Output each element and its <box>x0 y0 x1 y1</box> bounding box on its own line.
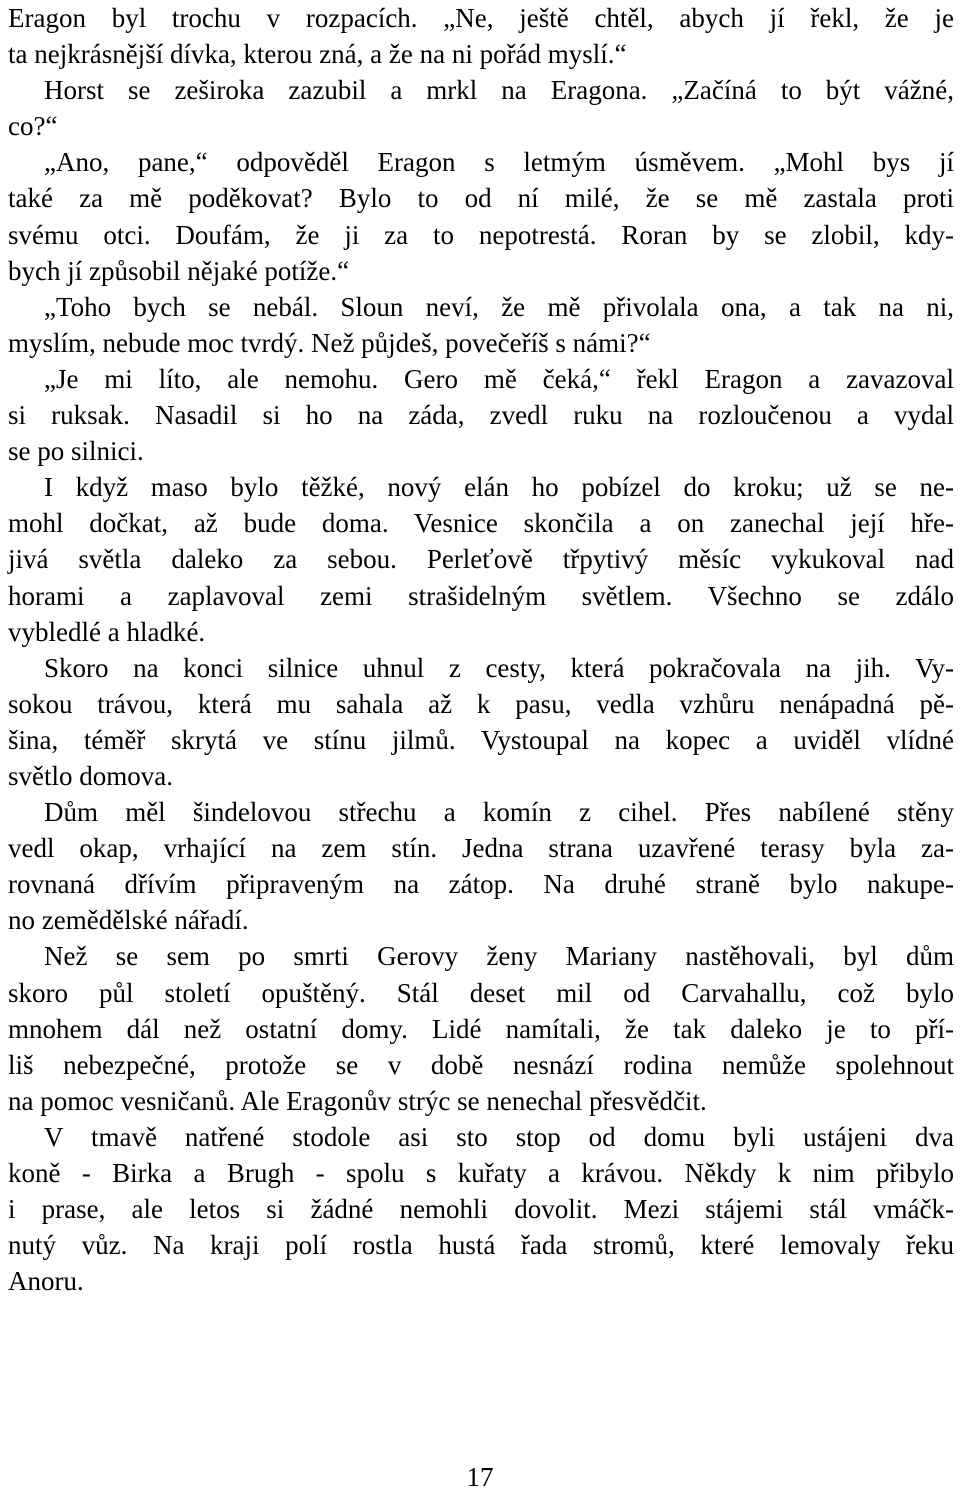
text-line: bych jí způsobil nějaké potíže.“ <box>8 255 350 286</box>
text-line: Horst se zeširoka zazubil a mrkl na Eragona. „Začíná to být vážné, <box>44 75 954 106</box>
text-line: ta nejkrásnější dívka, kterou zná, a že na ni pořád myslí.“ <box>8 39 627 70</box>
text-line: mnohem dál než ostatní domy. Lidé namítali, že tak daleko je to pří- <box>8 1013 954 1044</box>
text-line: také za mě poděkovat? Bylo to od ní milé, že se mě zastala proti <box>8 183 954 214</box>
body-text <box>8 0 954 1299</box>
text-line: Anoru. <box>8 1266 84 1297</box>
text-line: „Toho bych se nebál. Sloun neví, že mě přivolala ona, a tak na ni, <box>44 291 954 322</box>
text-line: nutý vůz. Na kraji polí rostla hustá řada stromů, které lemovaly řeku <box>8 1230 954 1261</box>
text-line: rovnaná dřívím připraveným na zátop. Na druhé straně bylo nakupe- <box>8 869 954 900</box>
text-line: Dům měl šindelovou střechu a komín z cihel. Přes nabílené stěny <box>44 797 954 828</box>
text-line: liš nebezpečné, protože se v době nesnází rodina nemůže spolehnout <box>8 1049 954 1080</box>
text-line: se po silnici. <box>8 436 144 467</box>
text-line: i prase, ale letos si žádné nemohli dovolit. Mezi stájemi stál vmáčk- <box>8 1194 954 1225</box>
text-line: na pomoc vesničanů. Ale Eragonův strýc se nenechal přesvědčit. <box>8 1085 707 1116</box>
text-line: Skoro na konci silnice uhnul z cesty, která pokračovala na jih. Vy- <box>44 652 954 683</box>
text-line: myslím, nebude moc tvrdý. Než půjdeš, povečeříš s námi?“ <box>8 327 651 358</box>
text-line: svému otci. Doufám, že ji za to nepotrestá. Roran by se zlobil, kdy- <box>8 219 954 250</box>
text-line: „Je mi líto, ale nemohu. Gero mě čeká,“ řekl Eragon a zavazoval <box>44 363 954 394</box>
text-line: světlo domova. <box>8 760 173 791</box>
text-line: vedl okap, vrhající na zem stín. Jedna strana uzavřené terasy byla za- <box>8 833 954 864</box>
text-line: co?“ <box>8 111 58 142</box>
text-line: sokou trávou, která mu sahala až k pasu, vedla vzhůru nenápadná pě- <box>8 688 954 719</box>
text-line: horami a zaplavoval zemi strašidelným světlem. Všechno se zdálo <box>8 580 954 611</box>
text-line: Eragon byl trochu v rozpacích. „Ne, ještě chtěl, abych jí řekl, že je <box>8 3 954 33</box>
text-line: Než se sem po smrti Gerovy ženy Mariany nastěhovali, byl dům <box>44 941 954 972</box>
text-line: I když maso bylo těžké, nový elán ho pobízel do kroku; už se ne- <box>44 472 954 503</box>
text-line: no zemědělské nářadí. <box>8 905 249 936</box>
text-line: si ruksak. Nasadil si ho na záda, zvedl ruku na rozloučenou a vydal <box>8 400 954 431</box>
page-number: 17 <box>466 1462 494 1492</box>
text-line: mohl dočkat, až bude doma. Vesnice skončila a on zanechal její hře- <box>8 508 954 539</box>
text-line: jivá světla daleko za sebou. Perleťově třpytivý měsíc vykukoval nad <box>8 544 954 575</box>
text-line: koně - Birka a Brugh - spolu s kuřaty a krávou. Někdy k nim přibylo <box>8 1158 954 1188</box>
text-line: skoro půl století opuštěný. Stál deset mil od Carvahallu, což bylo <box>8 977 954 1008</box>
text-line: šina, téměř skrytá ve stínu jilmů. Vystoupal na kopec a uviděl vlídné <box>8 724 954 755</box>
text-line: „Ano, pane,“ odpověděl Eragon s letmým úsměvem. „Mohl bys jí <box>44 147 954 178</box>
text-line: vybledlé a hladké. <box>8 616 206 647</box>
text-line: V tmavě natřené stodole asi sto stop od domu byli ustájeni dva <box>44 1121 954 1152</box>
